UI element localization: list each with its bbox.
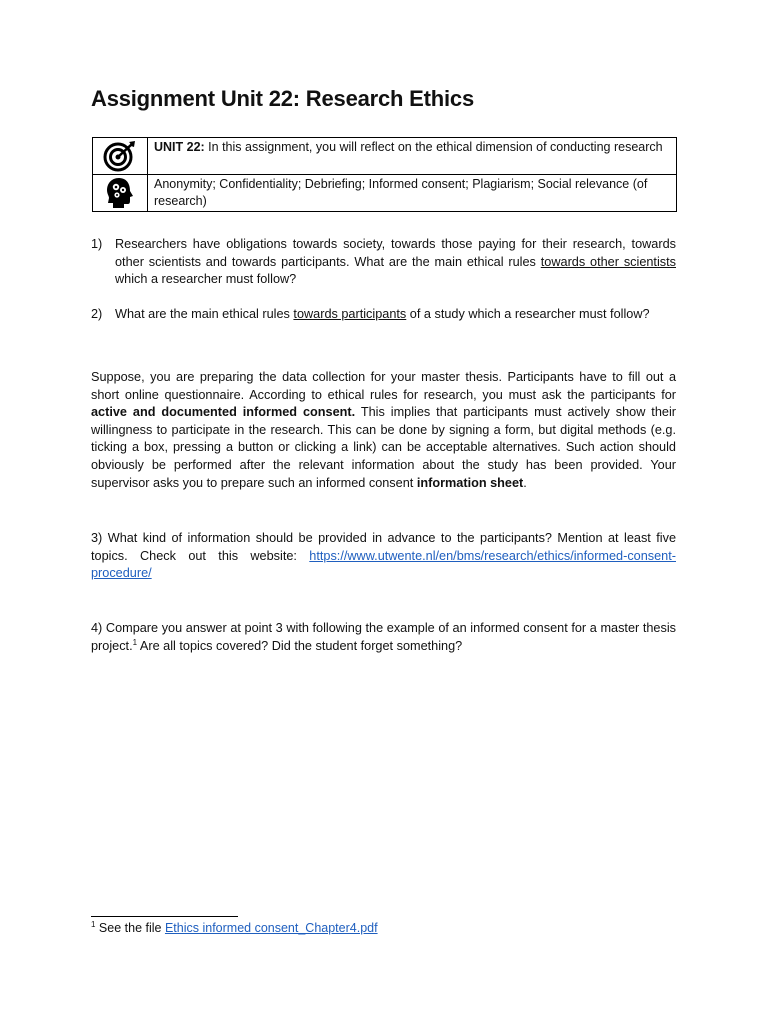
ethics-pdf-link[interactable]: Ethics informed consent_Chapter4.pdf [164, 921, 378, 935]
question-number: 2) [91, 307, 103, 321]
text-span: Researchers have obligations towards society, towards those paying for their research, towards other scientists and towards participants. What are the main ethical rules [115, 237, 676, 269]
text-span: Suppose, you are preparing the data collection for your master thesis. Participants have to fill out a short online questionnaire. According to ethical rules for research, you must ask the participants for [91, 370, 676, 402]
text-span: 4) Compare you answer at point 3 with following the example of an informed consent for a master thesis project. [91, 621, 676, 653]
bold-text: information sheet [416, 475, 524, 490]
unit-info-table [92, 137, 677, 212]
text-span: This implies that participants must actively show their willingness to participate in the research. This can be done by signing a form, but digital methods (e.g. ticking a box, pressing a button or clicking a link) can be acceptable alternatives. Such action should obviously be performed after the relevant information about the study has been provided. Your supervisor asks you to prepare such an informed consent [91, 405, 676, 490]
icon-cell [93, 138, 148, 175]
question-number: 1) [91, 237, 103, 251]
text-span: 3) What kind of information should be provided in advance to the participants? Mention at least five topics. Check out this website: [91, 531, 676, 563]
question-text [115, 236, 676, 289]
question-2 [91, 306, 676, 324]
underlined-text: towards participants [293, 307, 407, 321]
footnote-separator [91, 916, 238, 917]
text-span: which a researcher must follow? [115, 272, 297, 287]
ethics-website-link[interactable]: https://www.utwente.nl/en/bms/research/ethics/informed-consent-procedure/ [91, 548, 676, 581]
text-span: See the file [95, 921, 165, 935]
unit-label: UNIT 22: [154, 140, 205, 154]
question-3 [91, 530, 676, 583]
question-1 [91, 236, 676, 289]
icon-cell [93, 175, 148, 212]
underlined-text: towards other scientists [540, 254, 676, 269]
text-span: What are the main ethical rules [115, 307, 294, 321]
text-span: . [523, 475, 527, 490]
page-title: Assignment Unit 22: Research Ethics [91, 86, 475, 111]
question-4 [91, 620, 676, 655]
question-text [115, 306, 676, 324]
footnote [91, 920, 378, 937]
bold-text: active and documented informed consent. [91, 405, 356, 420]
keywords-row [93, 175, 677, 212]
head-gears-icon [93, 177, 147, 209]
unit-info-row [93, 138, 677, 175]
keywords-text: Anonymity; Confidentiality; Debriefing; Informed consent; Plagiarism; Social relevance (of research) [148, 175, 677, 212]
unit-description [148, 138, 677, 175]
text-span: Are all topics covered? Did the student forget something? [137, 638, 463, 653]
footnote-reference: 1 [132, 637, 138, 647]
target-icon [93, 140, 147, 172]
footnote-marker: 1 [91, 919, 96, 929]
text-span: of a study which a researcher must follow? [406, 307, 650, 321]
scenario-paragraph [91, 369, 676, 492]
unit-text: In this assignment, you will reflect on the ethical dimension of conducting research [204, 140, 663, 154]
